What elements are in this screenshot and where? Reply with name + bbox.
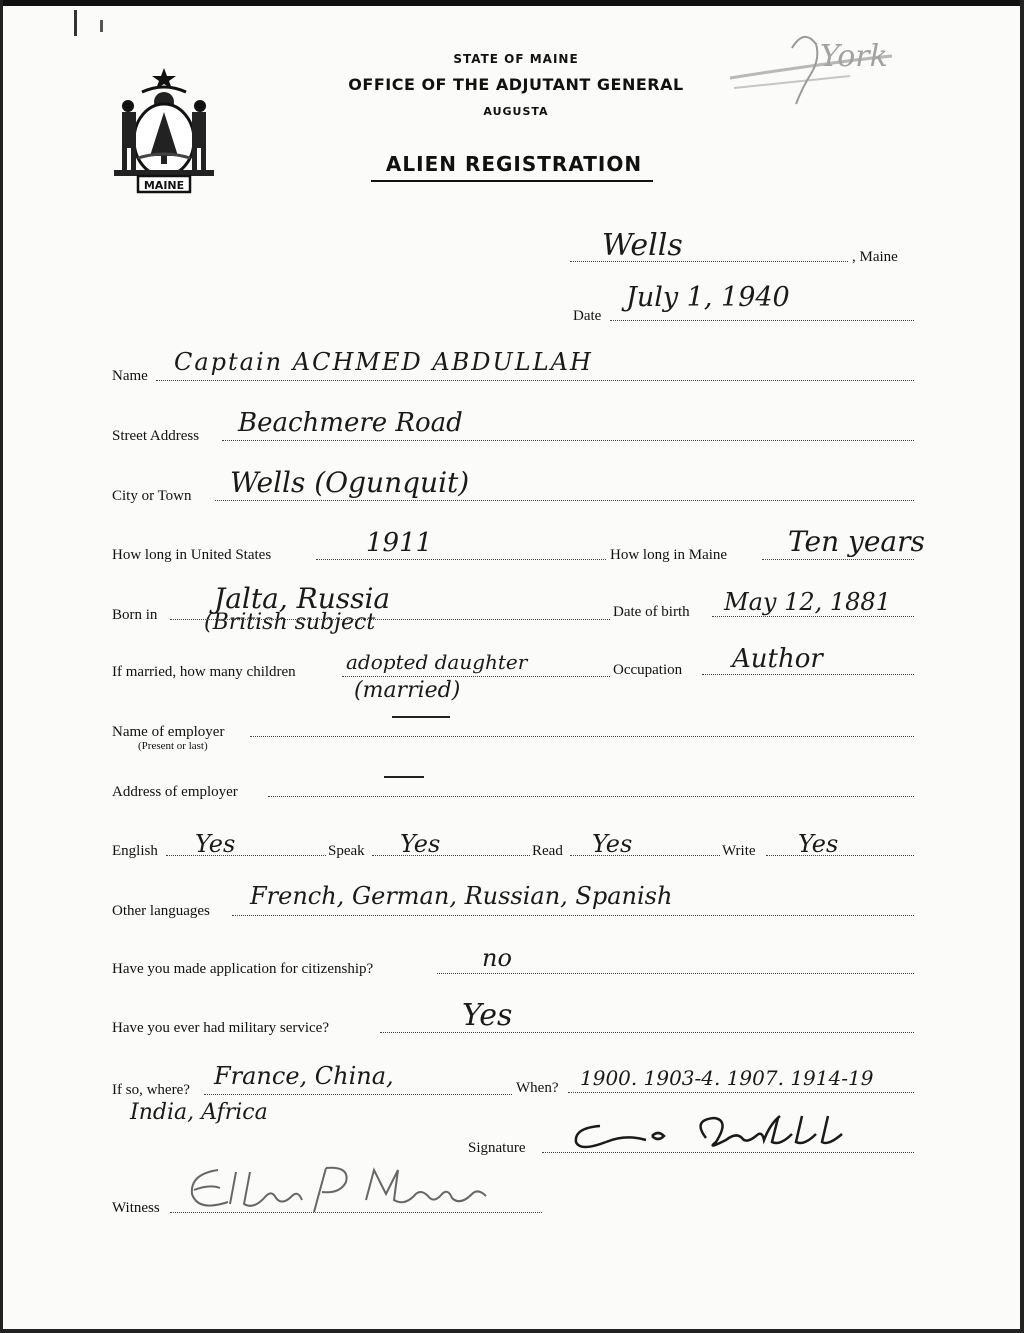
- military-label: Have you ever had military service?: [112, 1020, 329, 1036]
- name-line: [156, 380, 914, 381]
- where-label: If so, where?: [112, 1082, 190, 1098]
- languages-value: French, German, Russian, Spanish: [250, 882, 673, 910]
- occupation-line: [702, 674, 914, 675]
- when-label: When?: [516, 1080, 559, 1096]
- city-value: Wells (Ogunquit): [230, 466, 470, 499]
- languages-line: [232, 915, 914, 916]
- town-line: [570, 261, 848, 262]
- children-line: [342, 676, 610, 677]
- citizenship-label: Have you made application for citizenship?: [112, 961, 374, 977]
- employer-dash: [392, 716, 450, 718]
- scan-mark: [100, 20, 103, 32]
- seal-text: MAINE: [143, 179, 185, 192]
- children-label: If married, how many children: [112, 664, 296, 680]
- date-value: July 1, 1940: [626, 282, 790, 313]
- read-line: [570, 855, 720, 856]
- speak-label: Speak: [328, 843, 365, 859]
- military-value: Yes: [462, 998, 513, 1033]
- signature-drawing: [566, 1112, 850, 1158]
- where-value-continued: India, Africa: [130, 1100, 268, 1125]
- employer-address-line: [268, 796, 914, 797]
- us-line: [316, 559, 606, 560]
- when-value: 1900. 1903-4. 1907. 1914-19: [580, 1066, 874, 1090]
- when-line: [568, 1092, 914, 1093]
- children-value: adopted daughter: [346, 650, 528, 674]
- corner-annotation: [720, 18, 900, 118]
- scan-mark: [74, 10, 77, 36]
- citizenship-line: [437, 973, 914, 974]
- employer-address-dash: [384, 776, 424, 778]
- corner-annotation-text: York: [820, 39, 888, 74]
- born-note: (British subject: [204, 610, 376, 635]
- signature-label: Signature: [468, 1140, 526, 1156]
- maine-label: How long in Maine: [610, 547, 728, 563]
- scan-border-bottom: [0, 1329, 1024, 1333]
- dob-label: Date of birth: [613, 604, 690, 620]
- witness-signature-drawing: [180, 1160, 500, 1218]
- speak-value: Yes: [400, 830, 441, 858]
- town-value: Wells: [602, 228, 683, 263]
- dob-line: [712, 616, 914, 617]
- scan-border-right: [1020, 0, 1024, 1333]
- city-line: [215, 500, 914, 501]
- street-label: Street Address: [112, 428, 200, 444]
- us-value: 1911: [366, 528, 433, 558]
- us-label: How long in United States: [112, 547, 272, 563]
- born-value: Jalta, Russia: [214, 582, 391, 615]
- where-value: France, China,: [214, 1062, 394, 1090]
- write-value: Yes: [798, 830, 839, 858]
- header-city: AUGUSTA: [483, 105, 549, 118]
- occupation-label: Occupation: [613, 662, 683, 678]
- date-label: Date: [573, 308, 602, 324]
- read-value: Yes: [592, 830, 633, 858]
- employer-line: [250, 736, 914, 737]
- english-line: [166, 855, 326, 856]
- write-line: [766, 855, 914, 856]
- scan-border-top: [0, 0, 1024, 6]
- born-line: [170, 619, 610, 620]
- title-underline: [371, 180, 653, 182]
- speak-line: [372, 855, 530, 856]
- employer-label: Name of employer: [112, 724, 225, 740]
- languages-label: Other languages: [112, 903, 210, 919]
- witness-label: Witness: [112, 1200, 160, 1216]
- citizenship-value: no: [482, 944, 512, 972]
- scan-border-left: [0, 0, 3, 1333]
- military-line: [380, 1032, 914, 1033]
- english-value: Yes: [195, 830, 236, 858]
- street-line: [222, 440, 914, 441]
- city-label: City or Town: [112, 488, 192, 504]
- name-value: Captain ACHMED ABDULLAH: [174, 348, 593, 376]
- employer-address-label: Address of employer: [112, 784, 238, 800]
- born-label: Born in: [112, 607, 158, 623]
- where-line: [204, 1094, 512, 1095]
- header-state: STATE OF MAINE: [453, 52, 579, 66]
- maine-line: [762, 559, 914, 560]
- maine-suffix: , Maine: [852, 249, 898, 265]
- street-value: Beachmere Road: [238, 408, 463, 438]
- form-title: ALIEN REGISTRATION: [385, 152, 643, 176]
- dob-value: May 12, 1881: [724, 588, 891, 616]
- employer-sublabel: (Present or last): [138, 740, 208, 752]
- header-office: OFFICE OF THE ADJUTANT GENERAL: [348, 75, 684, 94]
- name-label: Name: [112, 368, 148, 384]
- date-line: [610, 320, 914, 321]
- write-label: Write: [722, 843, 756, 859]
- maine-value: Ten years: [788, 525, 925, 558]
- occupation-value: Author: [732, 644, 823, 674]
- english-label: English: [112, 843, 158, 859]
- read-label: Read: [532, 843, 563, 859]
- children-note: (married): [354, 678, 461, 703]
